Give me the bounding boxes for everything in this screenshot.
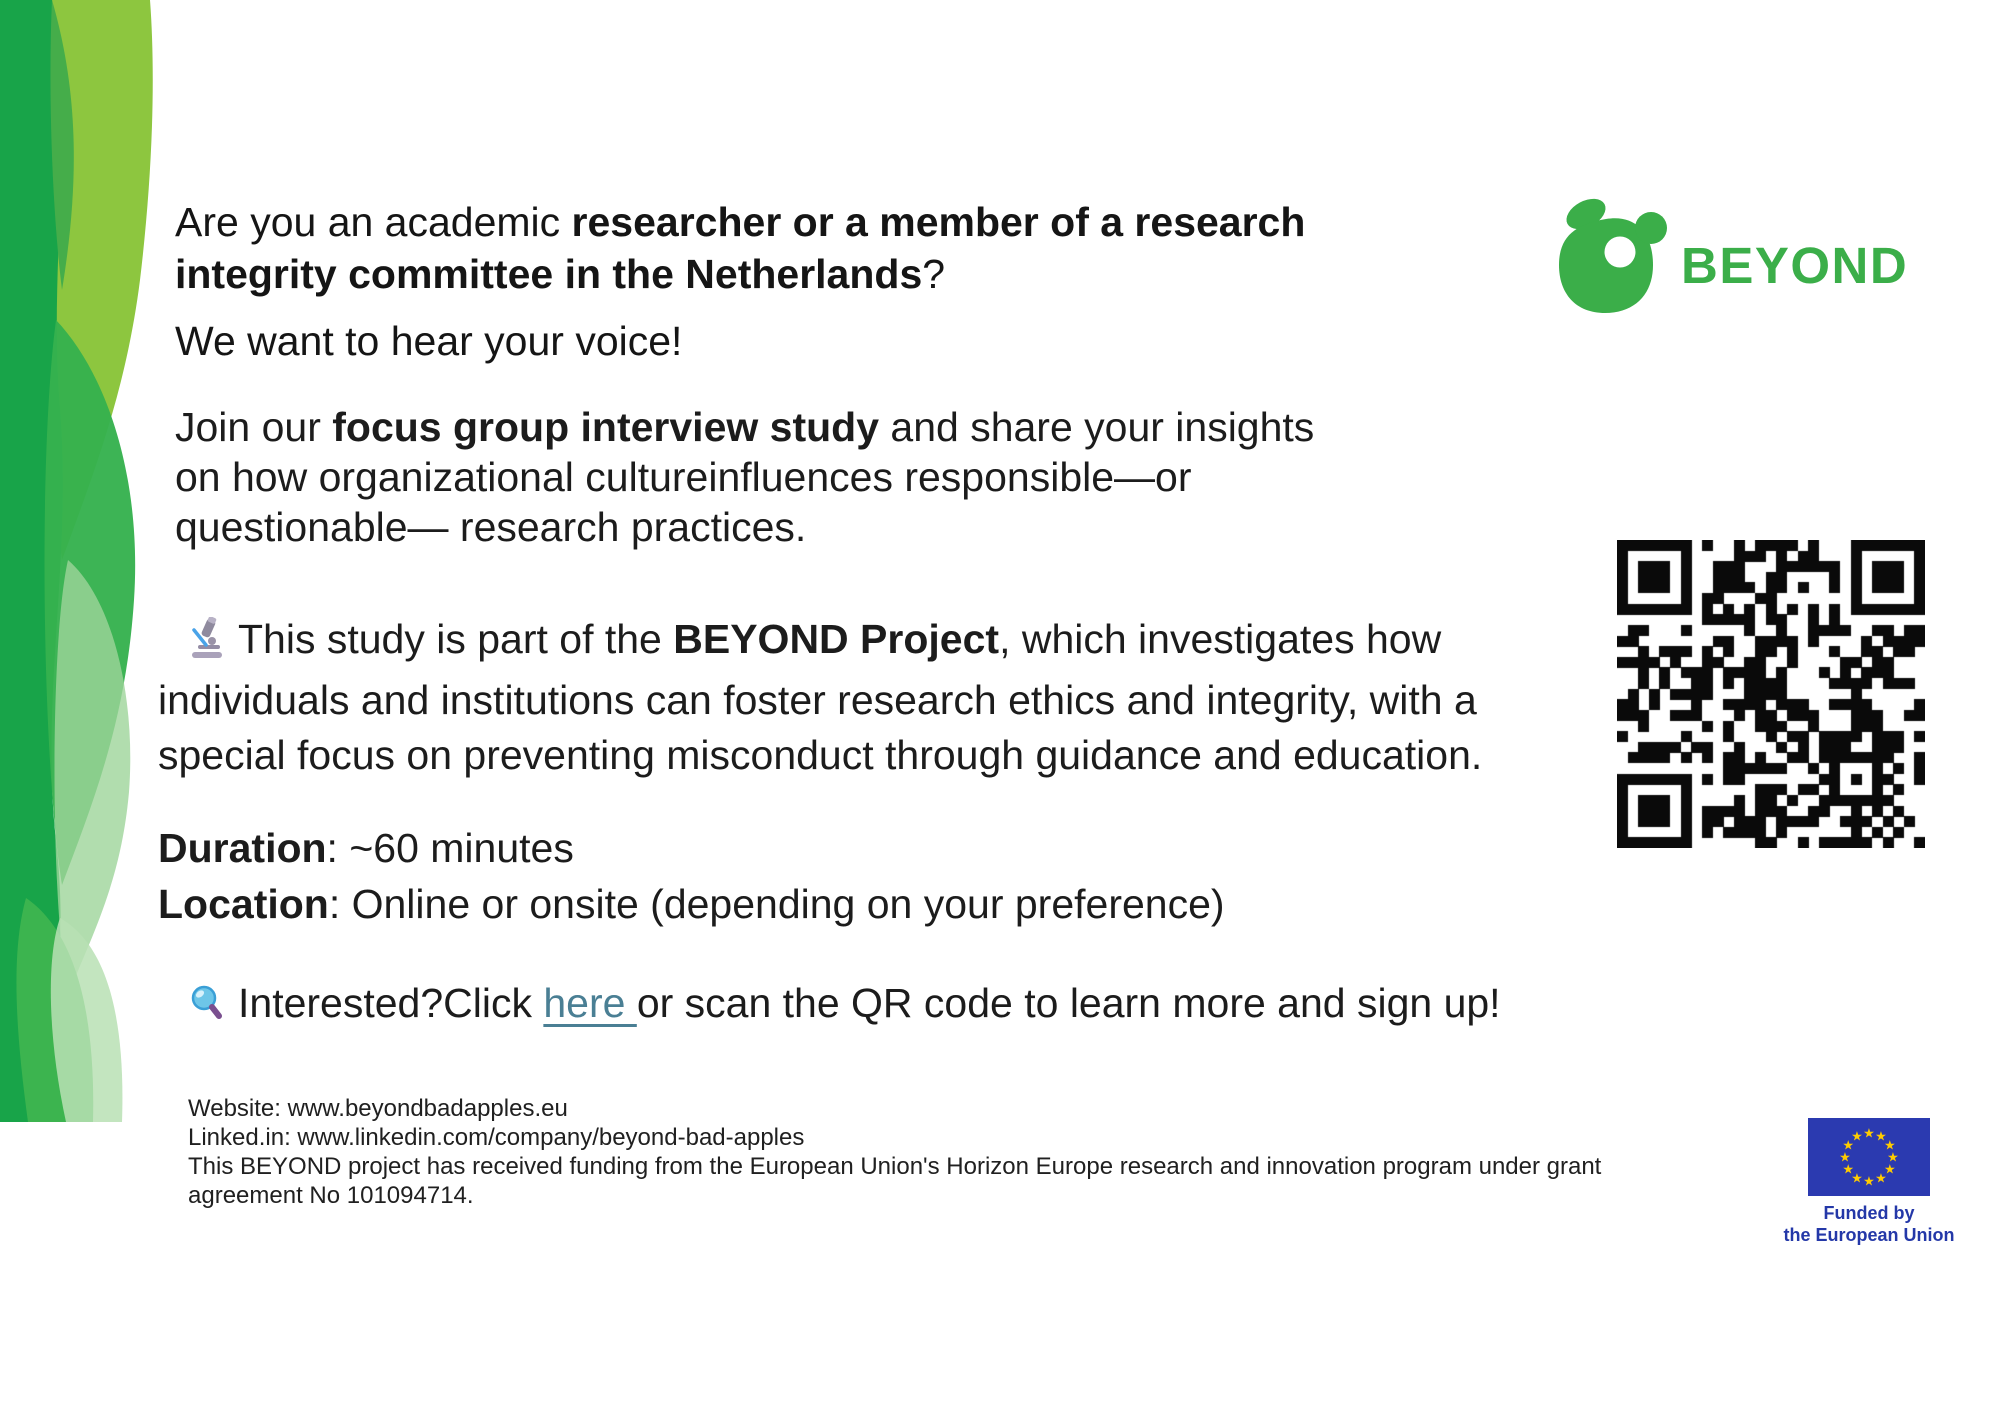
eu-funding-label: Funded by the European Union: [1783, 1203, 1955, 1245]
funding-line-1: This BEYOND project has received funding from the European Union's Horizon Europe research and innovation program under grant: [188, 1153, 1602, 1180]
left-wave-decoration: [0, 0, 158, 1122]
page-title: [175, 196, 1305, 300]
eu-star: ★: [1863, 1125, 1875, 1141]
title-line-1: Are you an academic researcher or a member of a research: [175, 199, 1306, 245]
eu-star: ★: [1883, 1161, 1896, 1177]
eu-star: ★: [1875, 1128, 1887, 1144]
footer-block: [188, 1094, 1601, 1210]
magnifying-glass-icon: [190, 985, 226, 1033]
eu-star: ★: [1883, 1137, 1896, 1153]
duration-line: Duration: ~60 minutes: [158, 825, 574, 871]
signup-link[interactable]: here: [543, 980, 637, 1026]
intro-paragraph: Join our focus group interview study and share your insights on how organizational cultureinfluences responsible—or questionable— research practices.: [175, 404, 1315, 550]
eu-star: ★: [1887, 1149, 1899, 1165]
qr-code: [1617, 540, 1925, 848]
green-waves-graphic: [0, 0, 158, 1122]
beyond-apple-icon: [1559, 193, 1667, 313]
about-paragraph: This study is part of the BEYOND Project, which investigates how individuals and institutions can foster research ethics and integrity, with a special focus on preventing misconduct through guidance and education.: [158, 616, 1483, 778]
microscope-icon: [188, 617, 226, 673]
details-block: [158, 820, 1225, 932]
eu-star: ★: [1842, 1161, 1855, 1177]
eu-star: ★: [1839, 1149, 1851, 1165]
linkedin-line: Linked.in: www.linkedin.com/company/beyond-bad-apples: [188, 1124, 805, 1151]
title-line-2: integrity committee in the Netherlands?: [175, 251, 946, 297]
eu-flag: [1808, 1118, 1930, 1196]
location-line: Location: Online or onsite (depending on your preference): [158, 881, 1225, 927]
cta-line: Interested?Click here or scan the QR code to learn more and sign up!: [190, 980, 1501, 1033]
subtitle: We want to hear your voice!: [175, 318, 683, 364]
beyond-wordmark: BEYOND: [1681, 237, 1909, 294]
eu-star: ★: [1863, 1173, 1875, 1189]
website-line: Website: www.beyondbadapples.eu: [188, 1095, 568, 1122]
eu-star: ★: [1842, 1137, 1855, 1153]
beyond-logo: [1556, 190, 1946, 320]
eu-star: ★: [1851, 1170, 1863, 1186]
funding-line-2: agreement No 101094714.: [188, 1182, 474, 1209]
eu-star: ★: [1875, 1170, 1887, 1186]
eu-star: ★: [1851, 1128, 1863, 1144]
